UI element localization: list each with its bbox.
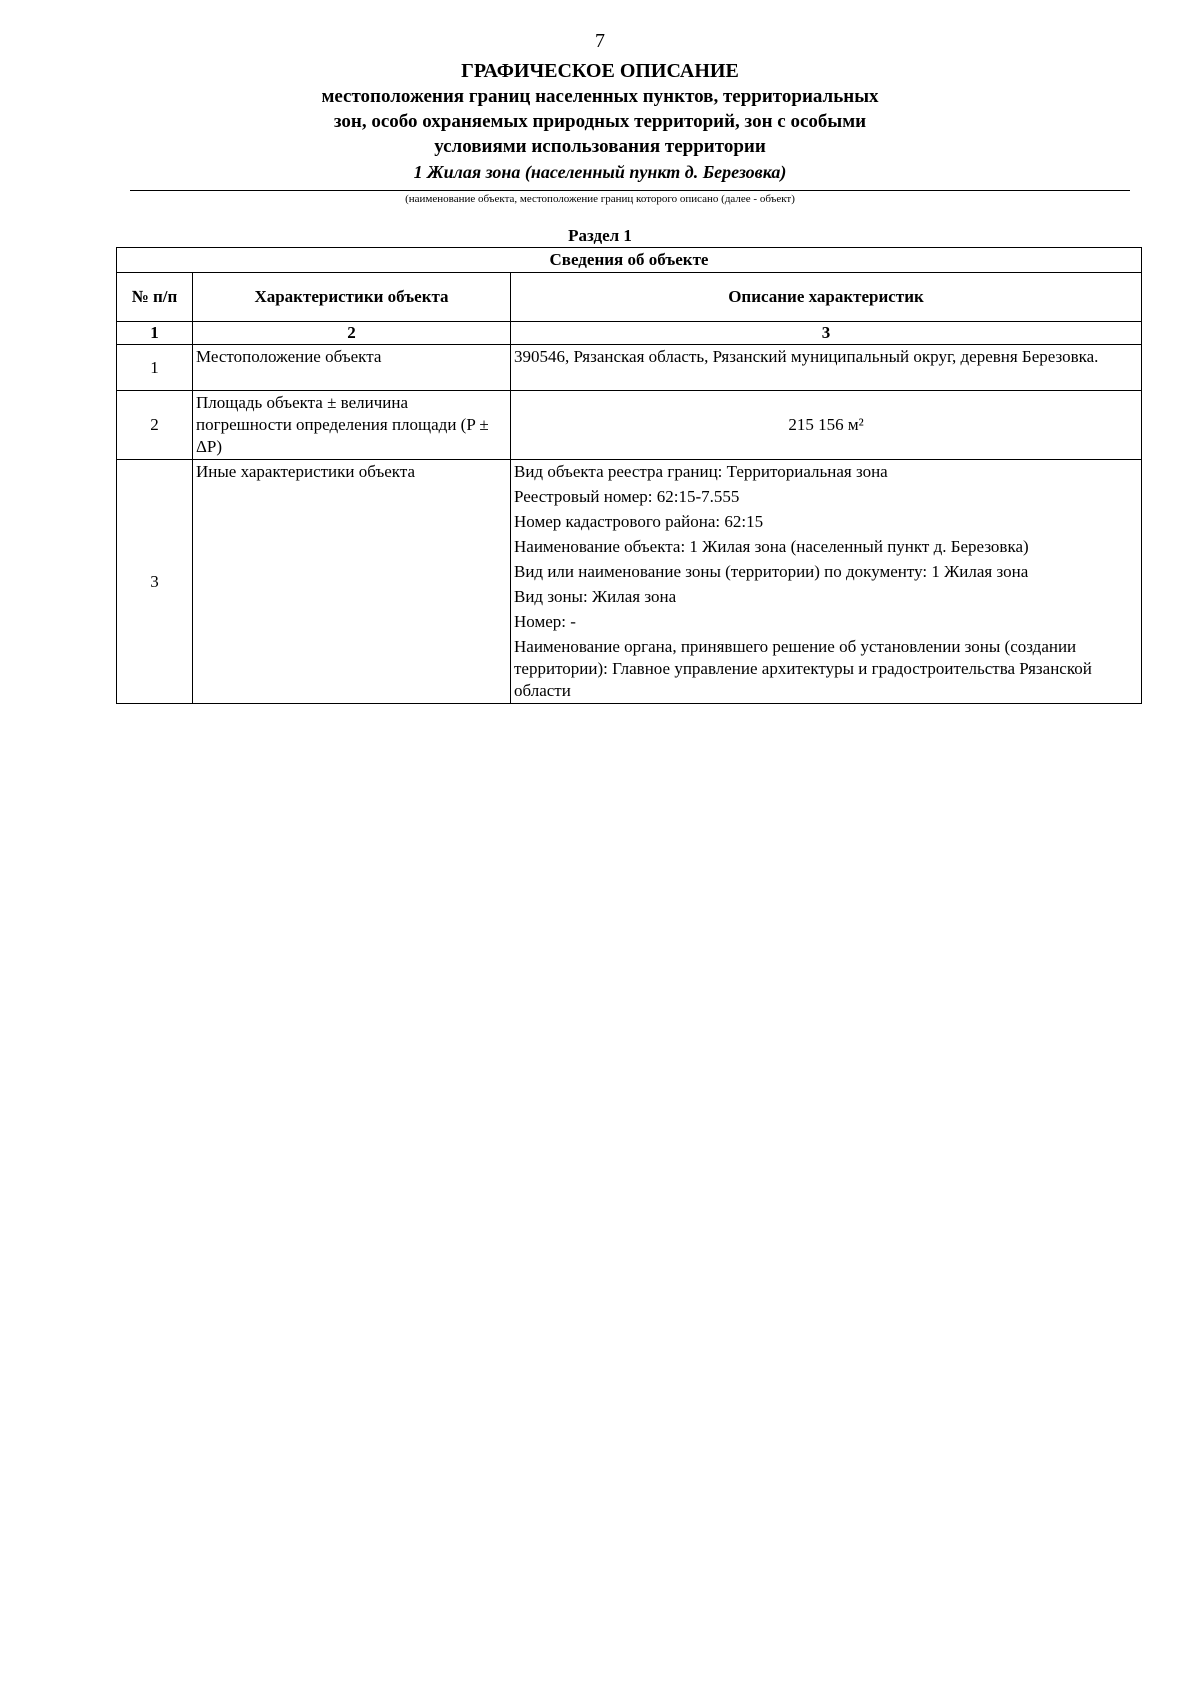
- page-number: 7: [595, 30, 605, 52]
- column-number: 3: [511, 322, 1142, 345]
- row-characteristic: Иные характеристики объекта: [193, 460, 511, 704]
- object-info-table: [116, 247, 1142, 704]
- column-header-no: № п/п: [117, 273, 193, 322]
- column-header-description: Описание характеристик: [511, 273, 1142, 322]
- column-number-row: [117, 322, 1142, 345]
- document-title: ГРАФИЧЕСКОЕ ОПИСАНИЕ: [461, 60, 739, 82]
- row-number: 1: [117, 345, 193, 391]
- table-row: [117, 391, 1142, 460]
- document-subtitle-line: условиями использования территории: [434, 136, 766, 157]
- document-subtitle-line: местоположения границ населенных пунктов, территориальных: [321, 86, 879, 107]
- description-line: 390546, Рязанская область, Рязанский муниципальный округ, деревня Березовка.: [514, 347, 1099, 366]
- description-line: Номер кадастрового района: 62:15: [514, 512, 764, 531]
- description-line: Номер: -: [514, 612, 576, 631]
- table-row: [117, 345, 1142, 391]
- row-number: 2: [117, 391, 193, 460]
- object-name: 1 Жилая зона (населенный пункт д. Березовка): [413, 162, 787, 182]
- section-title: Раздел 1: [568, 226, 632, 245]
- table-row: [117, 460, 1142, 704]
- row-characteristic: Местоположение объекта: [193, 345, 511, 391]
- column-number: 1: [117, 322, 193, 345]
- column-number: 2: [193, 322, 511, 345]
- description-line: Наименование органа, принявшего решение об установлении зоны (создании территории): Главное управление архитектуры и градостроительства Рязанской области: [514, 637, 1092, 700]
- document-subtitle-line: зон, особо охраняемых природных территорий, зон с особыми: [333, 111, 867, 132]
- row-description: [511, 345, 1142, 391]
- description-line: Вид или наименование зоны (территории) по документу: 1 Жилая зона: [514, 562, 1029, 581]
- object-caption: (наименование объекта, местоположение границ которого описано (далее - объект): [405, 193, 795, 205]
- row-characteristic: Площадь объекта ± величина погрешности определения площади (P ± ΔP): [193, 391, 511, 460]
- document-header: [120, 58, 1080, 184]
- object-name-underline: [130, 190, 1130, 191]
- description-line: Вид объекта реестра границ: Территориальная зона: [514, 462, 888, 481]
- description-line: Наименование объекта: 1 Жилая зона (населенный пункт д. Березовка): [514, 537, 1029, 556]
- description-line: 215 156 м²: [788, 415, 864, 434]
- row-description: [511, 460, 1142, 704]
- row-description: [511, 391, 1142, 460]
- table-header-row: [117, 273, 1142, 322]
- table-caption: Сведения об объекте: [117, 248, 1142, 273]
- description-line: Вид зоны: Жилая зона: [514, 587, 677, 606]
- column-header-characteristics: Характеристики объекта: [193, 273, 511, 322]
- description-line: Реестровый номер: 62:15-7.555: [514, 487, 740, 506]
- table-caption-row: [117, 248, 1142, 273]
- row-number: 3: [117, 460, 193, 704]
